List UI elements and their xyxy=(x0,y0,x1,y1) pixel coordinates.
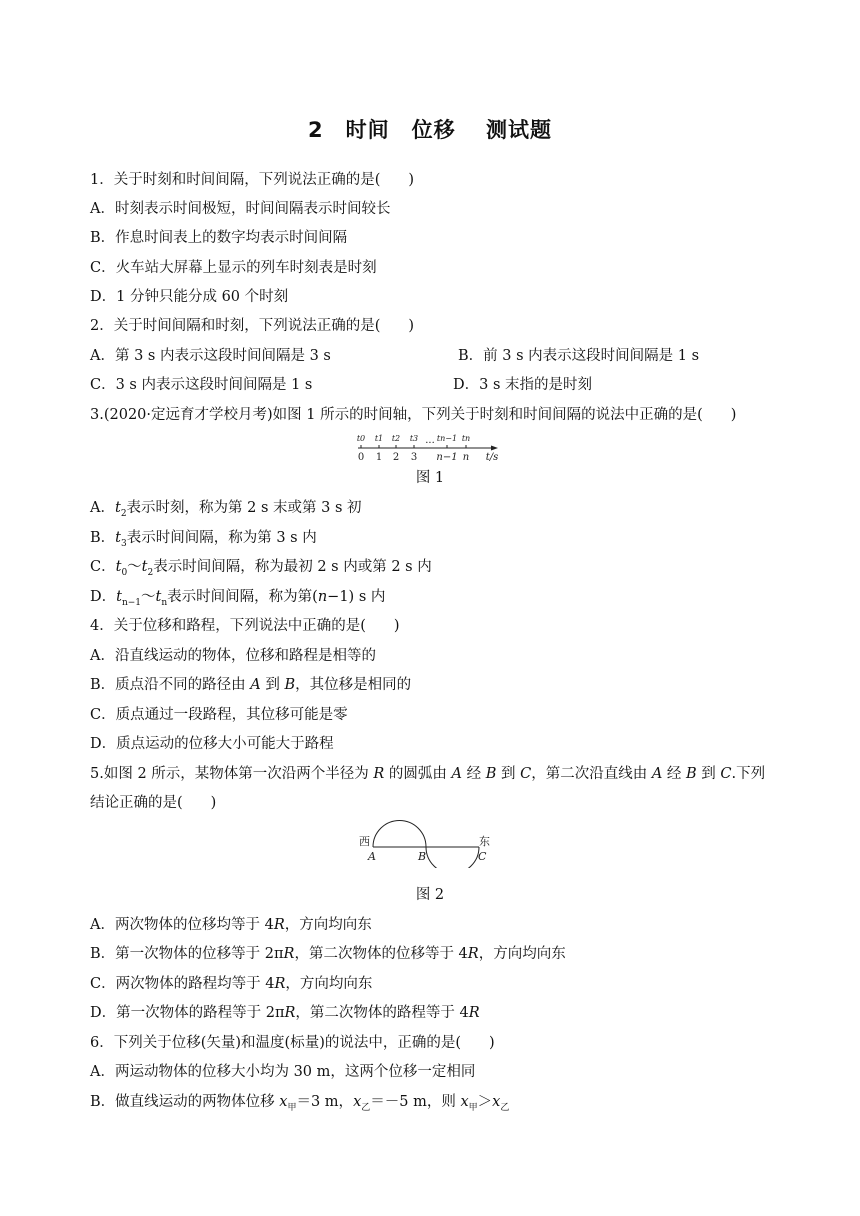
var-r: R xyxy=(373,766,385,782)
axis-unit-label: t/s xyxy=(485,452,499,463)
var-r: R xyxy=(283,946,295,962)
var-x: x xyxy=(460,1094,469,1110)
q4-b-mid: 到 xyxy=(260,677,285,693)
q3-stem-end: ) xyxy=(730,407,737,423)
subscript: n−1 xyxy=(121,597,142,608)
q3-option-a: A．$t_2$表示时刻，称为第 2 s 末或第 3 s 初 xyxy=(90,500,362,519)
q6-option-b xyxy=(90,1092,509,1118)
q6-stem-text: 6．下列关于位移(矢量)和温度(标量)的说法中，正确的是( xyxy=(90,1035,462,1051)
q5-b-pre: B．第一次物体的位移等于 2π xyxy=(90,946,284,962)
q4-stem xyxy=(90,616,400,636)
figure-1-time-axis xyxy=(350,430,510,466)
var-t: t xyxy=(155,589,162,605)
q6-stem-end: ) xyxy=(489,1035,495,1051)
q6-b-value-2: ＝－5 m，则 xyxy=(370,1094,461,1110)
point-b: B xyxy=(485,766,497,782)
var-n: n xyxy=(317,589,328,605)
label-point-a: A xyxy=(368,850,376,863)
q2-stem-end: ) xyxy=(408,318,415,334)
q4-option-a: A．沿直线运动的物体，位移和路程是相等的 xyxy=(90,648,376,664)
q3-option-b-text: 表示时间间隔，称为第 3 s 内 xyxy=(126,530,317,546)
var-t: t xyxy=(116,589,122,605)
q3-option-a-text: 表示时刻，称为第 2 s 末或第 3 s 初 xyxy=(126,500,362,516)
axis-top-label: t1 xyxy=(374,434,384,443)
q5-a-pre: A．两次物体的位移均等于 4 xyxy=(90,917,274,933)
label-west: 西 xyxy=(359,835,370,848)
q3-option-b: B．$t_3$表示时间间隔，称为第 3 s 内 xyxy=(90,530,317,549)
greater-than: ＞ xyxy=(477,1094,493,1110)
var-r: R xyxy=(467,946,479,962)
tilde: ～ xyxy=(141,589,156,605)
lower-arc xyxy=(426,847,479,868)
tilde: ～ xyxy=(127,559,142,575)
point-c: C xyxy=(520,766,532,782)
axis-top-label: t2 xyxy=(391,434,401,443)
q5-option-b xyxy=(90,944,566,964)
q4-option-b xyxy=(90,675,411,695)
axis-arrow-icon xyxy=(491,446,498,451)
subscript: 甲 xyxy=(287,1102,297,1113)
point-a: A xyxy=(651,766,663,782)
q1-stem xyxy=(90,170,414,190)
var-t: t xyxy=(114,500,121,516)
q5-line2-text: 结论正确的是( xyxy=(90,795,183,811)
figure-2-caption: 图 2 xyxy=(415,887,445,903)
q5-option-d xyxy=(90,1003,480,1023)
q5-d-mid: ，第二次物体的路程等于 4 xyxy=(295,1005,469,1021)
q5-d-pre: D．第一次物体的路程等于 2π xyxy=(90,1005,285,1021)
q5-b-mid: ，第二次物体的位移等于 4 xyxy=(294,946,468,962)
q3-stem-text: 3.(2020·定远育才学校月考)如图 1 所示的时间轴，下列关于时刻和时间间隔的说法中正确的是( xyxy=(90,407,703,423)
q5-text: ，第二次沿直线由 xyxy=(531,766,652,782)
var-t: t xyxy=(115,530,121,546)
q5-stem-line2 xyxy=(90,793,216,813)
q4-b-post: ，其位移是相同的 xyxy=(295,677,412,693)
q1-stem-text: 1．关于时刻和时间间隔，下列说法正确的是( xyxy=(90,172,381,188)
q5-a-post: ，方向均向东 xyxy=(284,917,372,933)
q3-option-d: D．$t_{n-1}\sim t_n$表示时间间隔，称为第(n−1) s 内 xyxy=(90,589,386,608)
subscript: 乙 xyxy=(361,1102,371,1113)
axis-top-label: t3 xyxy=(409,434,419,443)
page-title: 2 时间 位移 测试题 xyxy=(308,118,552,142)
q1-option-d: D．1 分钟只能分成 60 个时刻 xyxy=(90,289,289,305)
q6-b-pre: B．做直线运动的两物体位移 xyxy=(90,1094,280,1110)
var-t: t xyxy=(141,559,148,575)
label-point-b: B xyxy=(418,850,427,863)
point-b: B xyxy=(284,677,296,693)
q5-b-post: ，方向均向东 xyxy=(478,946,566,962)
q4-option-c: C．质点通过一段路程，其位移可能是零 xyxy=(90,707,348,723)
axis-bottom-label: 0 xyxy=(357,452,365,463)
q5-option-a xyxy=(90,915,372,935)
var-r: R xyxy=(284,1005,296,1021)
subscript: 3 xyxy=(120,538,127,549)
q6-stem xyxy=(90,1033,495,1053)
q3-option-c: C．$t_0\sim t_2$表示时间间隔，称为最初 2 s 内或第 2 s 内 xyxy=(90,559,432,578)
q4-stem-text: 4．关于位移和路程，下列说法中正确的是( xyxy=(90,618,366,634)
q1-option-a: A．时刻表示时间极短，时间间隔表示时间较长 xyxy=(90,201,391,217)
var-r: R xyxy=(468,1005,480,1021)
q5-option-c xyxy=(90,974,372,994)
axis-bottom-label: n−1 xyxy=(436,452,458,463)
q5-text: 经 xyxy=(462,766,486,782)
q1-stem-end: ) xyxy=(408,172,415,188)
q5-stem-line1 xyxy=(90,764,765,784)
axis-bottom-label: 1 xyxy=(375,452,383,463)
q2-option-a: A．第 3 s 内表示这段时间间隔是 3 s xyxy=(90,348,331,364)
q5-c-pre: C．两次物体的路程均等于 4 xyxy=(90,976,275,992)
point-a: A xyxy=(451,766,463,782)
axis-top-label: tn xyxy=(461,434,471,443)
axis-bottom-label: 3 xyxy=(410,452,418,463)
figure-2-arcs xyxy=(356,820,496,868)
q5-c-post: ，方向均向东 xyxy=(285,976,373,992)
upper-arc xyxy=(373,821,426,848)
subscript: 0 xyxy=(121,567,128,578)
q2-stem xyxy=(90,316,414,336)
q3-option-c-text: 表示时间间隔，称为最初 2 s 内或第 2 s 内 xyxy=(153,559,432,575)
subscript: 2 xyxy=(120,508,127,519)
point-a: A xyxy=(250,677,261,693)
var-t: t xyxy=(115,559,122,575)
point-c: C xyxy=(720,766,732,782)
q5-text: 经 xyxy=(662,766,687,782)
var-r: R xyxy=(273,917,285,933)
subscript: 2 xyxy=(147,567,154,578)
label-east: 东 xyxy=(479,835,490,848)
subscript: 乙 xyxy=(500,1102,510,1113)
axis-dots: ··· xyxy=(425,438,435,449)
q4-stem-end: ) xyxy=(393,618,400,634)
q4-option-d: D．质点运动的位移大小可能大于路程 xyxy=(90,736,334,752)
q5-text: .下列 xyxy=(731,766,766,782)
axis-top-label: tn−1 xyxy=(436,434,458,443)
axis-bottom-label: n xyxy=(462,452,470,463)
point-b: B xyxy=(686,766,697,782)
q3-option-d-text: 表示时间间隔，称为第( xyxy=(167,589,318,605)
figure-1-caption: 图 1 xyxy=(415,470,445,486)
q4-b-pre: B．质点沿不同的路径由 xyxy=(90,677,251,693)
var-x: x xyxy=(492,1094,501,1110)
q5-text: 的圆弧由 xyxy=(384,766,452,782)
q3-option-d-end: −1) s 内 xyxy=(327,589,386,605)
q6-b-value-1: ＝3 m， xyxy=(296,1094,354,1110)
q5-text: 到 xyxy=(496,766,521,782)
var-r: R xyxy=(274,976,286,992)
axis-top-label: t0 xyxy=(356,434,366,443)
label-point-c: C xyxy=(478,850,487,863)
q1-option-c: C．火车站大屏幕上显示的列车时刻表是时刻 xyxy=(90,260,377,276)
q2-option-d: D．3 s 末指的是时刻 xyxy=(453,377,593,393)
axis-bottom-label: 2 xyxy=(392,452,400,463)
q5-text: 到 xyxy=(696,766,721,782)
q5-line2-end: ) xyxy=(210,795,217,811)
q2-option-c: C．3 s 内表示这段时间间隔是 1 s xyxy=(90,377,313,393)
q2-stem-text: 2．关于时间间隔和时刻，下列说法正确的是( xyxy=(90,318,381,334)
q5-text: 5.如图 2 所示，某物体第一次沿两个半径为 xyxy=(90,766,374,782)
q6-option-a: A．两运动物体的位移大小均为 30 m，这两个位移一定相同 xyxy=(90,1064,476,1080)
q3-stem xyxy=(90,405,736,425)
subscript: n xyxy=(161,597,168,608)
var-x: x xyxy=(353,1094,362,1110)
q2-option-b: B．前 3 s 内表示这段时间间隔是 1 s xyxy=(458,348,700,364)
q1-option-b: B．作息时间表上的数字均表示时间间隔 xyxy=(90,230,348,246)
subscript: 甲 xyxy=(468,1102,478,1113)
var-x: x xyxy=(279,1094,288,1110)
